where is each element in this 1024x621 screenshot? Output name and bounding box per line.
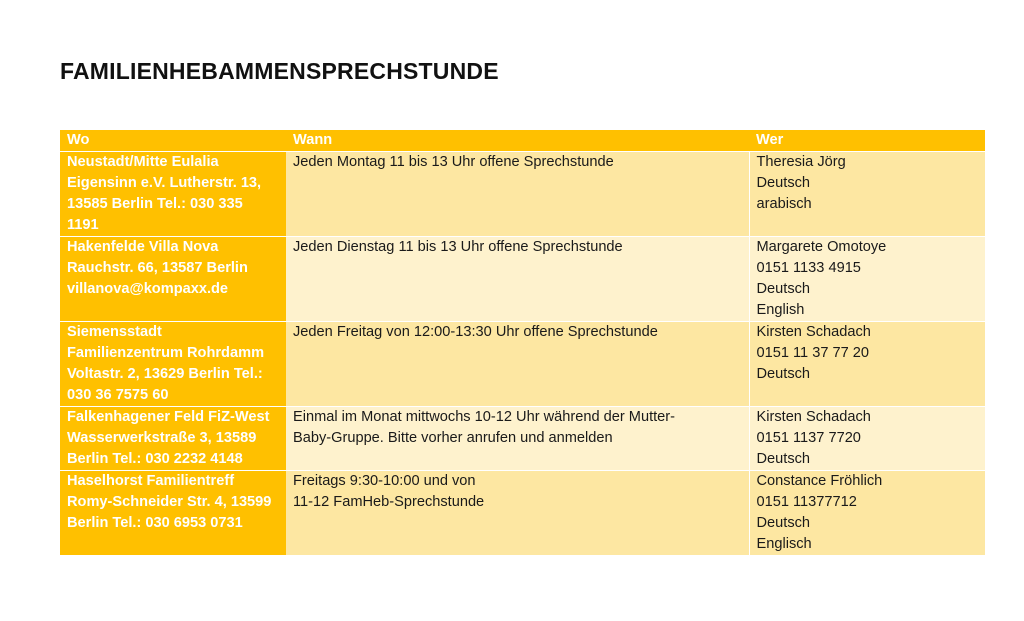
- contact-cell: [749, 237, 985, 322]
- table-row: [60, 471, 985, 556]
- time-cell: [286, 407, 749, 471]
- location-line: Berlin Tel.: 030 6953 0731: [67, 515, 243, 531]
- location-line: 030 36 7575 60: [67, 387, 169, 403]
- contact-line: 0151 11377712: [756, 494, 857, 510]
- time-cell: [286, 237, 749, 322]
- time-line: Einmal im Monat mittwochs 10-12 Uhr während der Mutter-: [293, 409, 676, 425]
- location-cell: [60, 322, 286, 407]
- time-line: Baby-Gruppe. Bitte vorher anrufen und anmelden: [293, 430, 613, 446]
- location-line: Falkenhagener Feld FiZ-West: [67, 409, 270, 425]
- contact-cell: [749, 322, 985, 407]
- location-cell: [60, 237, 286, 322]
- location-cell: [60, 152, 286, 237]
- location-line: Familienzentrum Rohrdamm: [67, 345, 265, 361]
- time-cell: [286, 471, 749, 556]
- location-line: Eigensinn e.V. Lutherstr. 13,: [67, 175, 262, 191]
- location-line: Voltastr. 2, 13629 Berlin Tel.:: [67, 366, 263, 382]
- contact-line: Kirsten Schadach: [756, 409, 871, 425]
- location-line: 1191: [67, 217, 99, 233]
- contact-line: 0151 1137 7720: [756, 430, 861, 446]
- location-line: Rauchstr. 66, 13587 Berlin: [67, 260, 248, 276]
- contact-line: Deutsch: [756, 451, 811, 467]
- contact-cell: [749, 152, 985, 237]
- time-line: Jeden Freitag von 12:00-13:30 Uhr offene Sprechstunde: [293, 324, 658, 340]
- contact-line: Englisch: [756, 536, 812, 552]
- location-line: Wasserwerkstraße 3, 13589: [67, 430, 257, 446]
- time-line: Freitags 9:30-10:00 und von: [293, 473, 476, 489]
- location-line: villanova@kompaxx.de: [67, 281, 229, 297]
- contact-cell: [749, 407, 985, 471]
- column-header-wo: Wo: [60, 130, 286, 152]
- table-row: [60, 237, 985, 322]
- contact-line: 0151 1133 4915: [756, 260, 861, 276]
- location-line: Romy-Schneider Str. 4, 13599: [67, 494, 272, 510]
- time-line: Jeden Dienstag 11 bis 13 Uhr offene Sprechstunde: [293, 239, 623, 255]
- location-cell: [60, 471, 286, 556]
- location-line: 13585 Berlin Tel.: 030 335: [67, 196, 243, 212]
- location-cell: [60, 407, 286, 471]
- contact-line: Deutsch: [756, 515, 811, 531]
- table-row: [60, 152, 985, 237]
- contact-line: Deutsch: [756, 281, 811, 297]
- contact-line: Margarete Omotoye: [756, 239, 887, 255]
- time-line: Jeden Montag 11 bis 13 Uhr offene Sprechstunde: [293, 154, 614, 170]
- contact-line: English: [756, 302, 805, 318]
- time-cell: [286, 152, 749, 237]
- table-row: [60, 407, 985, 471]
- table-row: [60, 322, 985, 407]
- schedule-table: [60, 129, 985, 555]
- contact-line: Constance Fröhlich: [756, 473, 883, 489]
- time-cell: [286, 322, 749, 407]
- column-header-wer: Wer: [749, 130, 985, 152]
- page-title: FAMILIENHEBAMMENSPRECHSTUNDE: [60, 58, 499, 84]
- location-line: Haselhorst Familientreff: [67, 473, 235, 489]
- contact-line: Deutsch: [756, 175, 811, 191]
- contact-line: Theresia Jörg: [756, 154, 846, 170]
- contact-cell: [749, 471, 985, 556]
- location-line: Berlin Tel.: 030 2232 4148: [67, 451, 243, 467]
- column-header-wann: Wann: [286, 130, 749, 152]
- contact-line: 0151 11 37 77 20: [756, 345, 870, 361]
- contact-line: Kirsten Schadach: [756, 324, 871, 340]
- location-line: Siemensstadt: [67, 324, 162, 340]
- contact-line: Deutsch: [756, 366, 811, 382]
- contact-line: arabisch: [756, 196, 812, 212]
- location-line: Neustadt/Mitte Eulalia: [67, 154, 219, 170]
- table-header-row: [60, 130, 985, 152]
- location-line: Hakenfelde Villa Nova: [67, 239, 219, 255]
- time-line: 11-12 FamHeb-Sprechstunde: [293, 494, 485, 510]
